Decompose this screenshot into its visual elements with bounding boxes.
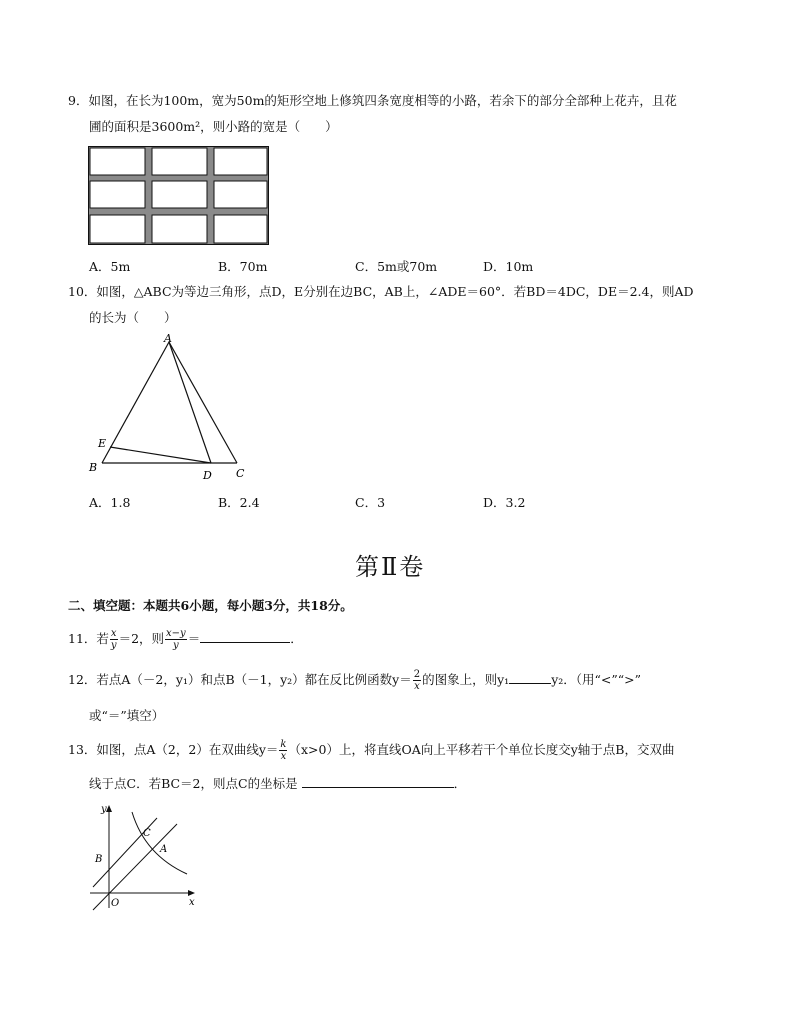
q10-triangle-figure	[80, 330, 260, 485]
q13-f-den: x	[280, 751, 287, 762]
q11-answer-blank[interactable]	[200, 630, 290, 643]
q11-fraction-1	[110, 628, 118, 651]
q13-label-a: A	[160, 844, 168, 855]
q13-part1: 13．如图，点A（2，2）在双曲线y＝	[68, 742, 279, 757]
label-e: E	[98, 437, 107, 450]
q13-label-y: y	[101, 804, 107, 815]
label-b: B	[89, 461, 98, 474]
q13-answer-blank[interactable]	[302, 775, 454, 788]
q11-f2-den: y	[173, 640, 179, 651]
section-title: 第Ⅱ卷	[355, 553, 426, 581]
q9-line2: 圃的面积是3600m²，则小路的宽是（ ）	[89, 119, 338, 134]
q10-option-d: D．3.2	[483, 495, 526, 510]
q10-line1: 10．如图，△ABC为等边三角形，点D，E分别在边BC，AB上，∠ADE＝60°．若BD＝4DC，DE＝2.4，则AD	[68, 284, 694, 299]
label-d: D	[203, 469, 212, 482]
q13	[68, 736, 674, 764]
q10-line2: 的长为（ ）	[89, 310, 177, 325]
q11	[68, 625, 303, 653]
q13-label-o: O	[111, 898, 120, 909]
q9-option-d: D．10m	[483, 259, 534, 274]
q11-prefix: 11．若	[68, 631, 109, 646]
q12-answer-blank[interactable]	[509, 671, 551, 684]
q11-f1-num: x	[110, 628, 117, 639]
q12-part2: 的图象上，则y₁	[422, 672, 510, 687]
q13-label-c: C	[143, 828, 151, 839]
label-a: A	[164, 332, 172, 345]
q13-line2	[89, 775, 466, 793]
q11-f1-den: y	[110, 640, 117, 651]
q13-part2: （x>0）上，将直线OA向上平移若干个单位长度交y轴于点B，交双曲	[288, 742, 675, 757]
label-c: C	[236, 467, 245, 480]
q9-option-c: C．5m或70m	[355, 259, 438, 274]
section-heading: 二、填空题：本题共6小题，每小题3分，共18分。	[68, 598, 353, 613]
q12-f-den: x	[414, 681, 420, 692]
q13-line2b: ．	[453, 776, 467, 791]
q12-line2: 或“＝”填空）	[89, 708, 165, 723]
q10-option-b: B．2.4	[218, 495, 260, 510]
q9-option-a: A．5m	[89, 259, 131, 274]
q13-hyperbola-figure	[85, 800, 205, 920]
q11-fraction-2	[165, 628, 187, 651]
q12-f-num: 2	[413, 669, 421, 680]
q13-line2a: 线于点C．若BC＝2，则点C的坐标是	[89, 776, 298, 791]
q9-option-b: B．70m	[218, 259, 268, 274]
q12-part1: 12．若点A（－2，y₁）和点B（－1，y₂）都在反比例函数y＝	[68, 672, 412, 687]
q9-path-figure	[88, 146, 270, 246]
q13-label-b: B	[95, 854, 103, 865]
q11-f2-num: x−y	[166, 628, 186, 639]
q9-line1: 9．如图，在长为100m，宽为50m的矩形空地上修筑四条宽度相等的小路，若余下的部分全部种上花卉，且花	[68, 93, 677, 108]
q12-fraction	[413, 669, 421, 692]
q10-option-c: C．3	[355, 495, 386, 510]
q12	[68, 666, 641, 694]
q13-fraction	[279, 739, 287, 762]
q11-end: ．	[290, 631, 303, 646]
q13-f-num: k	[280, 739, 287, 750]
q11-middle: ＝2，则	[118, 631, 165, 646]
q13-label-x: x	[189, 897, 195, 908]
q12-part3: y₂．（用“<”“>”	[551, 672, 642, 687]
q11-suffix: ＝	[187, 631, 201, 646]
q10-option-a: A．1.8	[89, 495, 131, 510]
